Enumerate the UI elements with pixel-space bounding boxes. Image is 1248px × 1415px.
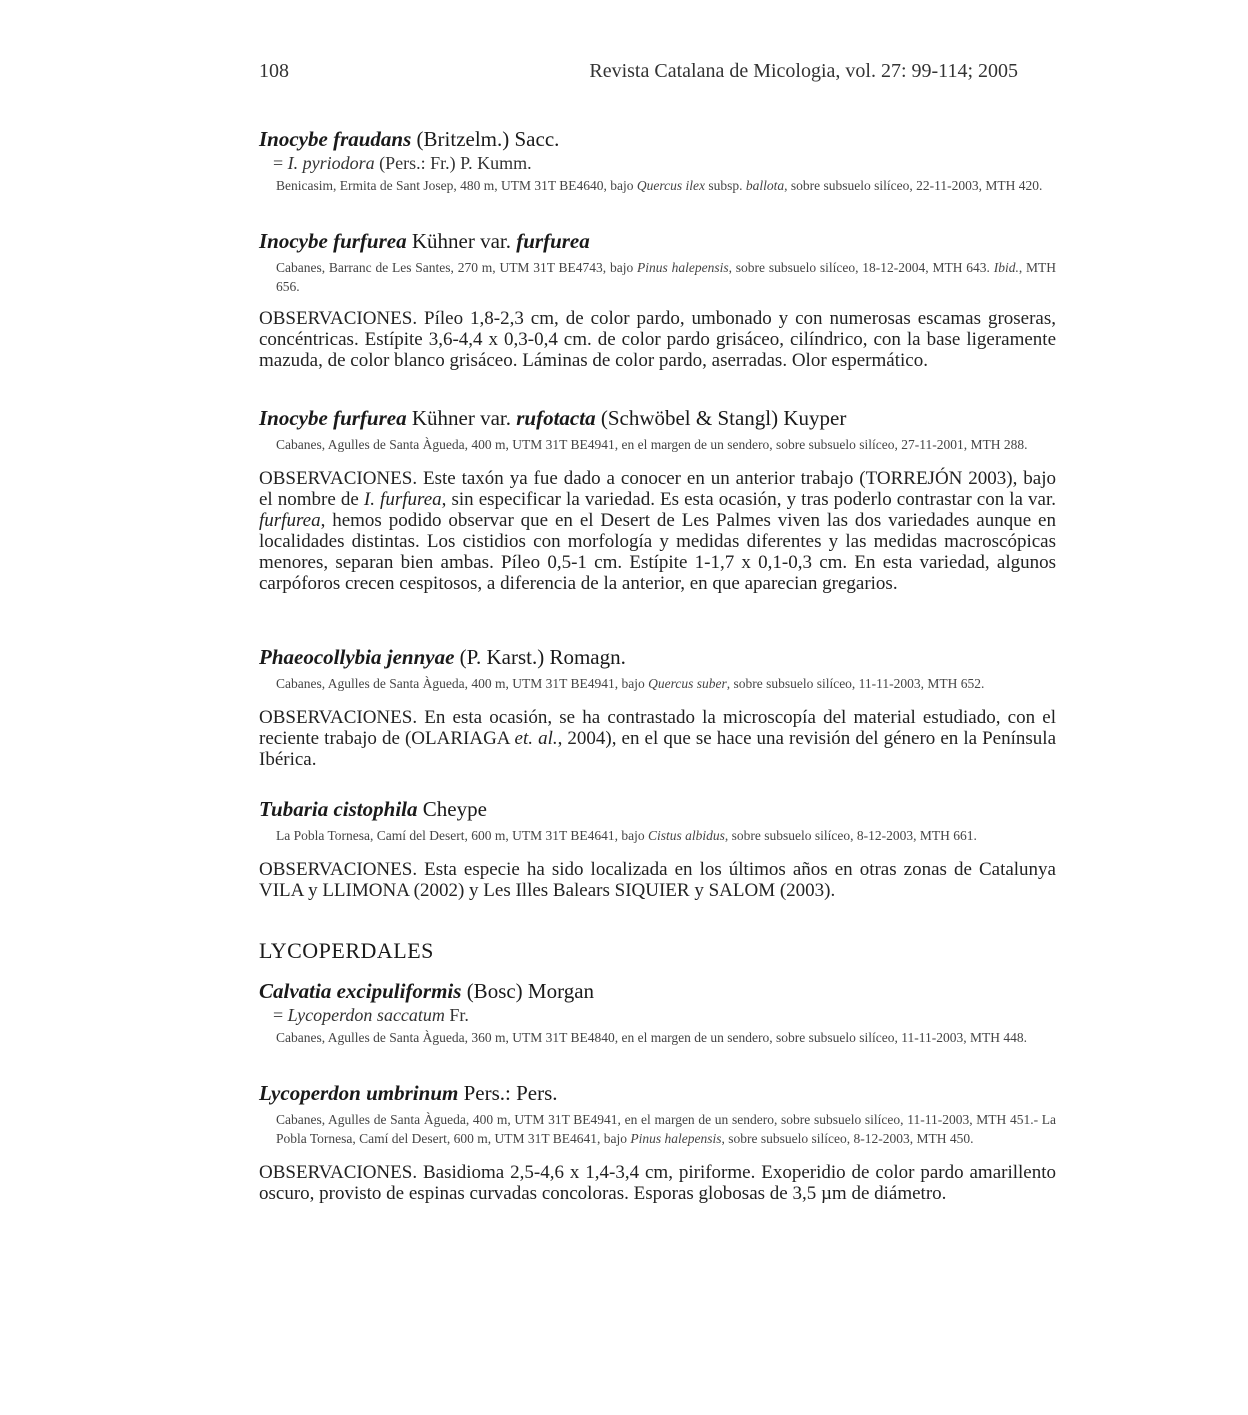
locality-text: , sobre subsuelo silíceo, 8-12-2003, MTH 450. <box>721 1131 974 1146</box>
synonym-line <box>273 152 1056 174</box>
species-title <box>259 978 1056 1004</box>
locality-text: Benicasim, Ermita de Sant Josep, 480 m, UTM 31T BE4640, bajo <box>276 178 637 193</box>
synonym-prefix: = <box>273 153 288 173</box>
species-author: Pers.: Pers. <box>463 1081 558 1105</box>
species-entry-inocybe-furfurea <box>259 228 1056 371</box>
synonym-name: I. pyriodora <box>287 153 375 173</box>
specimen-locality <box>276 674 1056 693</box>
genus-name: Phaeocollybia <box>259 645 382 669</box>
observations-paragraph <box>259 1162 1056 1204</box>
genus-name: Tubaria <box>259 797 329 821</box>
species-title <box>259 644 1056 670</box>
host-subspecies: ballota <box>745 178 785 193</box>
species-epithet: excipuliformis <box>336 979 462 1003</box>
locality-text: Cabanes, Agulles de Santa Àgueda, 400 m, UTM 31T BE4941, en el margen de un sendero, sobre subsuelo silíceo, 11-11-2003, MTH 451.- La Pobla Tornesa, Camí del Desert, 600 m, UTM 31T BE4641, bajo <box>276 1112 1056 1146</box>
synonym-author: Fr. <box>444 1005 469 1025</box>
obs-text: , 2004), en el que se hace una revisión del género en la Península Ibérica. <box>259 728 1056 770</box>
species-author: Kühner var. <box>411 406 511 430</box>
obs-citation: et. al. <box>514 728 558 749</box>
obs-text: OBSERVACIONES. Este taxón ya fue dado a conocer en un anterior trabajo (TORREJÓN 2003), bajo el nombre de <box>259 468 1056 510</box>
host-species: Quercus suber <box>648 676 727 691</box>
synonym-author: (Pers.: Fr.) P. Kumm. <box>374 153 532 173</box>
genus-name: Lycoperdon <box>259 1081 361 1105</box>
species-entry-inocybe-fraudans <box>259 126 1056 195</box>
species-author: (Britzelm.) Sacc. <box>416 127 560 151</box>
genus-name: Inocybe <box>259 229 328 253</box>
species-author: (Bosc) Morgan <box>466 979 595 1003</box>
obs-unit: µm <box>820 1183 847 1204</box>
obs-text: OBSERVACIONES. En esta ocasión, se ha contrastado la microscopía del material estudiado, con el reciente trabajo de (OLARIAGA <box>259 707 1056 749</box>
host-species: Pinus halepensis <box>637 260 729 275</box>
genus-name: Calvatia <box>259 979 332 1003</box>
species-title <box>259 1080 1056 1106</box>
running-header: Revista Catalana de Micologia, vol. 27: 99-114; 2005 <box>589 60 1018 82</box>
locality-text: subsp. <box>704 178 746 193</box>
genus-name: Inocybe <box>259 406 328 430</box>
species-author: Cheype <box>422 797 487 821</box>
host-species: Cistus albidus <box>648 828 725 843</box>
species-epithet: jennyae <box>386 645 455 669</box>
species-title <box>259 126 1056 152</box>
species-epithet: umbrinum <box>366 1081 459 1105</box>
ibid-ref: Ibid. <box>993 260 1019 275</box>
species-title <box>259 796 1056 822</box>
species-title <box>259 228 1056 254</box>
obs-text: , sin especificar la variedad. Es esta ocasión, y tras poderlo contrastar con la var. <box>441 489 1057 510</box>
specimen-locality <box>276 1110 1056 1148</box>
species-entry-calvatia-excipuliformis <box>259 978 1056 1047</box>
species-epithet: cistophila <box>333 797 418 821</box>
section-heading-block <box>259 938 1056 964</box>
species-author: (P. Karst.) Romagn. <box>459 645 626 669</box>
species-entry-tubaria-cistophila <box>259 796 1056 901</box>
specimen-locality: Cabanes, Agulles de Santa Àgueda, 360 m, UTM 31T BE4840, en el margen de un sendero, sobre subsuelo silíceo, 11-11-2003, MTH 448. <box>276 1030 1027 1045</box>
specimen-locality <box>276 176 1056 195</box>
section-heading: LYCOPERDALES <box>259 938 434 963</box>
specimen-locality <box>276 258 1056 296</box>
synonym-line <box>273 1004 1056 1026</box>
species-entry-lycoperdon-umbrinum <box>259 1080 1056 1204</box>
locality-text: La Pobla Tornesa, Camí del Desert, 600 m, UTM 31T BE4641, bajo <box>276 828 649 843</box>
locality-text: , sobre subsuelo silíceo, 18-12-2004, MTH 643. <box>728 260 994 275</box>
variety-name: furfurea <box>516 229 590 253</box>
obs-taxon: I. furfurea <box>363 489 442 510</box>
specimen-locality <box>276 826 1056 845</box>
host-species: Pinus halepensis <box>630 1131 722 1146</box>
observations-paragraph <box>259 707 1056 770</box>
obs-text: , hemos podido observar que en el Desert de Les Palmes viven las dos variedades aunque en localidades distintas. Los cistidios con morfología y medidas diferentes y las medidas macroscópicas menores, separan bien ambas. Píleo 0,5-1 cm. Estípite 1-1,7 x 0,1-0,3 cm. En esta variedad, algunos carpóforos crecen cespitosos, a diferencia de la anterior, en que aparecian gregarios. <box>259 510 1056 594</box>
locality-text: , sobre subsuelo silíceo, 22-11-2003, MTH 420. <box>784 178 1043 193</box>
observations-paragraph: OBSERVACIONES. Esta especie ha sido localizada en los últimos años en otras zonas de Catalunya VILA y LLIMONA (2002) y Les Illes Balears SIQUIER y SALOM (2003). <box>259 859 1056 901</box>
variety-author: (Schwöbel & Stangl) Kuyper <box>600 406 847 430</box>
synonym-prefix: = <box>273 1005 288 1025</box>
synonym-name: Lycoperdon saccatum <box>287 1005 445 1025</box>
genus-name: Inocybe <box>259 127 328 151</box>
species-entry-phaeocollybia-jennyae <box>259 644 1056 770</box>
locality-text: , sobre subsuelo silíceo, 11-11-2003, MTH 652. <box>726 676 985 691</box>
species-title <box>259 405 1056 431</box>
obs-text: OBSERVACIONES. Basidioma 2,5-4,6 x 1,4-3,4 cm, piriforme. Exoperidio de color pardo amarillento oscuro, provisto de espinas curvadas concoloras. Esporas globosas de 3,5 <box>259 1162 1056 1204</box>
specimen-locality: Cabanes, Agulles de Santa Àgueda, 400 m, UTM 31T BE4941, en el margen de un sendero, sobre subsuelo silíceo, 27-11-2001, MTH 288. <box>276 437 1028 452</box>
species-author: Kühner var. <box>411 229 511 253</box>
observations-paragraph: OBSERVACIONES. Píleo 1,8-2,3 cm, de color pardo, umbonado y con numerosas escamas groseras, concéntricas. Estípite 3,6-4,4 x 0,3-0,4 cm. de color pardo grisáceo, cilíndrico, con la base ligeramente mazuda, de color blanco grisáceo. Láminas de color pardo, aserradas. Olor espermático. <box>259 308 1056 371</box>
page-number: 108 <box>259 60 289 82</box>
host-species: Quercus ilex <box>636 178 705 193</box>
variety-name: rufotacta <box>516 406 596 430</box>
species-epithet: furfurea <box>333 229 407 253</box>
species-epithet: fraudans <box>333 127 412 151</box>
species-entry-inocybe-rufotacta <box>259 405 1056 594</box>
locality-text: Cabanes, Barranc de Les Santes, 270 m, UTM 31T BE4743, bajo <box>276 260 638 275</box>
obs-taxon: furfurea <box>259 510 321 531</box>
observations-paragraph <box>259 468 1056 594</box>
species-epithet: furfurea <box>333 406 407 430</box>
locality-text: Cabanes, Agulles de Santa Àgueda, 400 m, UTM 31T BE4941, bajo <box>276 676 649 691</box>
locality-text: , MTH 656. <box>276 260 1057 294</box>
locality-text: , sobre subsuelo silíceo, 8-12-2003, MTH 661. <box>724 828 977 843</box>
obs-text: de diámetro. <box>846 1183 947 1204</box>
